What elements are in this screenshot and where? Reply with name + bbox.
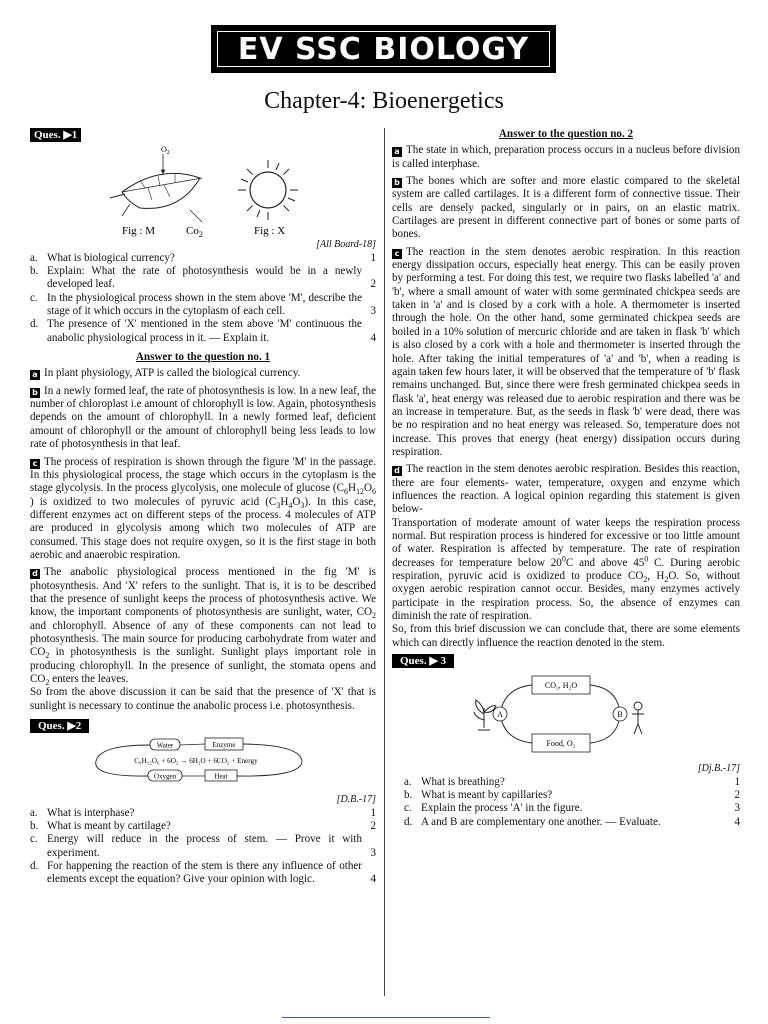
answer2-heading: Answer to the question no. 2 [498, 128, 634, 140]
answer2-d: d The reaction in the stem denotes aerobic respiration. Besides this reaction, there are four elements- water, temperature, oxygen and enzyme which influences the reaction. A logical opinion regarding this statement is given below- [392, 463, 740, 516]
o2-label: $O_2$ [161, 145, 170, 157]
enzyme-label: Enzyme [212, 741, 236, 750]
answer1-c: c The process of respiration is shown through the figure 'M' in the passage. In this physiological process, the stage which occurs in the cytoplasm is the stage glycolysis. In the process glycolysis, one molecule of glucose ($C_6H_{12}O_6$ ) is oxidized to two molecules of pyruvic acid $(C_3H_4O_3)$. In this case, different enzymes act on different steps of the process. 4 molecules of ATP are produced in glycolysis among which two molecules of ATP are consumed. This stage does not require oxygen, so it is the first stage in both aerobic and anaerobic respiration. [30, 455, 377, 561]
photosynthesis-respiration-cycle [392, 668, 740, 762]
heat-label: Heat [214, 772, 228, 781]
banner-title: EV SSC BIOLOGY [237, 31, 530, 67]
bottom-box-label: Food, O₂ [546, 739, 576, 749]
title-banner [211, 25, 556, 73]
ques1-source: [All Board-18] [316, 239, 376, 251]
ques1-item-d: d. The presence of 'X' mentioned in the stem above 'M' continuous the anabolic physiological process in it. — Explain it. 4 [30, 318, 376, 344]
ques2-item-c: c. Energy will reduce in the process of stem. — Prove it with experiment. 3 [30, 833, 376, 859]
ques2-item-b: b. What is meant by cartilage? 2 [30, 820, 376, 833]
column-divider [384, 128, 385, 996]
ques3-block [392, 654, 740, 829]
ques2-block [30, 719, 376, 887]
ques3-item-c: c. Explain the process 'A' in the figure. 3 [404, 802, 740, 815]
answer1-b: b In a newly formed leaf, the rate of photosynthesis is low. In a new leaf, the number of chloroplast i.e amount of chlorophyll is low. Again, photosynthesis depends on the amount of chlorophyll. In a newly formed leaf, deficient amount of chlorophyll or the amount of chlorophyll being less leads to low rate of photosynthesis in that leaf. [30, 384, 376, 451]
answer2-d-conclusion: So, from this brief discussion we can conclude that, there are some elements which can directly influence the reaction denoted in the stem. [392, 623, 740, 649]
ques1-block [30, 128, 376, 345]
answer2-b: b The bones which are softer and more elastic compared to the skeletal system are called cartilages. It is a different form of connective tissue. Their cells are densely packed, singularly or in pairs, on an elastic matrix. Cartilages are present in different connective part of bones or some parts of bones. [392, 175, 740, 241]
ques1-item-b: b. Explain: What the rate of photosynthesis would be in a newly developed leaf. 2 [30, 265, 376, 291]
leaf-sun-diagram [30, 142, 376, 238]
leaf-icon [110, 154, 202, 222]
fig-x-label: Fig : X [254, 225, 286, 238]
sun-icon [238, 160, 298, 220]
fig-m-label: Fig : M [122, 225, 156, 238]
ques3-item-a: a. What is breathing? 1 [404, 775, 740, 788]
oxygen-label: Oxygen [153, 772, 177, 781]
ques1-figure [30, 142, 376, 238]
left-column [30, 128, 376, 887]
ques1-item-c: c. In the physiological process shown in the stem above 'M', describe the stage of it which occurs in the cytoplasm of each cell. 3 [30, 291, 376, 318]
answer2-a: a The state in which, preparation process occurs in a nucleus before division is called interphase. [392, 144, 740, 170]
ques3-source: [Dj.B.-17] [697, 763, 740, 775]
ques2-item-d: d. For happening the reaction of the stem is there any influence of other elements except the equation? Give your opinion with logic. 4 [30, 860, 376, 886]
right-column [392, 128, 740, 829]
respiration-equation-diagram [30, 733, 376, 793]
answer1-a: a In plant physiology, ATP is called the biological currency. [30, 367, 376, 380]
answer1-d-conclusion: So from the above discussion it can be said that the presence of 'X' that is sunlight is necessary to continue the anabolic process i.e. photosynthesis. [30, 686, 376, 712]
ques2-badge: Ques. ▶2 [30, 719, 89, 733]
co2-label: $Co_2$ [186, 225, 203, 239]
ques2-item-a: a. What is interphase? 1 [30, 806, 376, 819]
answer2-c: c The reaction in the stem denotes aerobic respiration. In this reaction energy dissipation occurs, especially heat energy. This can be easily proven by performing a test. For doing this test, we require two flasks labelled 'a' and 'b', where a small amount of water with some germinated chickpea seeds are taken in 'a' and is closed by a cork with a hole. A thermometer is inserted through the hole. On the other hand, some germinated chickpea seeds are boiled in a 10% solution of mercuric chloride and are taken in flask 'b' which is also closed by a cork with a hole and thermometer is inserted through the hole. After taking the initial temperatures of 'a' and 'b', when a reading is again taken few hours later, it will be observed that the temperature of 'b' flask remains unchanged. But, since there were fresh germinated chickpea seeds in flask 'a', heat energy was released due to aerobic respiration and there was be an increase in temperature. But, as the seeds in flask 'b' were dead, there was be no respiration and no heat energy was released. So, temperature does not increase. This proves that energy (heat energy) dissipation occurs during respiration. [392, 245, 740, 458]
top-box-label: CO₂, H₂O [544, 681, 578, 691]
water-label: Water [156, 741, 174, 750]
ques3-badge: Ques. ▶ 3 [392, 654, 454, 668]
ques3-figure [392, 668, 740, 762]
process-b-label: B [617, 710, 623, 720]
ques3-item-d: d. A and B are complementary one another. — Evaluate. 4 [404, 815, 740, 828]
answer1-heading: Answer to the question no. 1 [135, 351, 271, 364]
ques2-source: [D.B.-17] [336, 794, 376, 806]
ques1-badge: Ques. ▶1 [30, 128, 81, 142]
respiration-equation: C₆H₁₂O₆ + 6O₂ → 6H₂O + 6CO₂ + Energy [134, 757, 258, 766]
footer-link-line [282, 1017, 490, 1018]
answer1-d: d The anabolic physiological process mentioned in the fig 'M' is photosynthesis. And 'X' refers to the sunlight. That is, it is to be described that the presence of sunlight keeps the process of photosynthesis active. We know, the important components of photosynthesis are sunlight, water, $CO_2$ and chlorophyll. Absence of any of these components can not lead to photosynthesis. The main source for producing carbohydrate from water and $CO_2$ in photosynthesis is the sunlight. Sunlight plays important role in producing chlorophyll. In the presence of sunlight, the stomata opens and $CO_2$ enters the leaves. [30, 566, 376, 688]
chapter-title: Chapter-4: Bioenergetics [264, 88, 504, 114]
ques3-item-b: b. What is meant by capillaries? 2 [404, 789, 740, 802]
ques1-item-a: a. What is biological currency? 1 [30, 251, 376, 264]
answer2-d-body: Transportation of moderate amount of water keeps the respiration process normal. But respiration process is hindered for excessive or too little amount of water. Respiration is affected by temperature. The rate of respiration decreases for temperature below $20^0C$ and above $45^0$ C. During aerobic respiration, pyruvic acid is oxidized to produce $CO_2$, $H_2O$. So, without oxygen aerobic respiration cannot occur. Besides, many enzymes actively participate in the respiration process. So, the absence of enzymes can diminish the rate of respiration. [392, 516, 740, 623]
person-icon [632, 702, 644, 734]
process-a-label: A [497, 710, 503, 720]
ques2-figure [30, 733, 376, 793]
